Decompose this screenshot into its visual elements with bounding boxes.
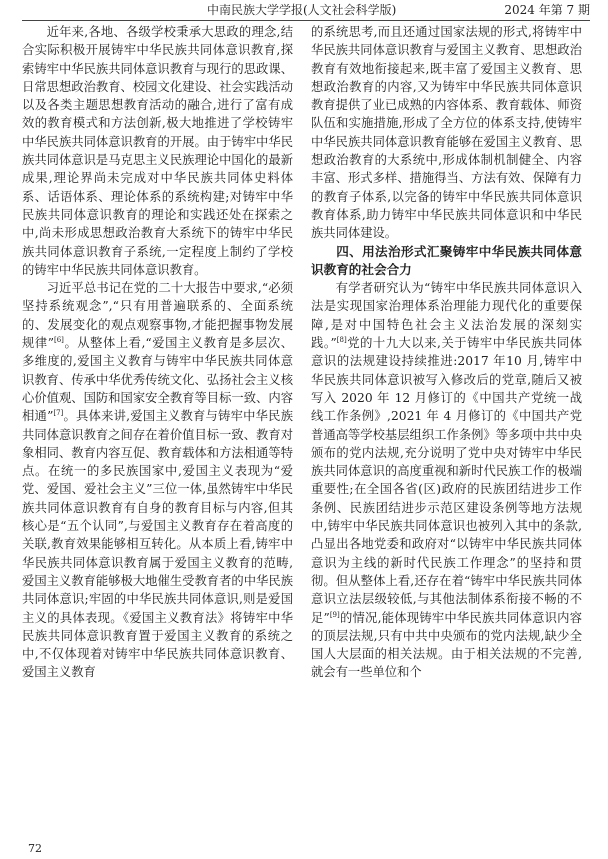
citation-ref: [8] (336, 335, 347, 344)
issue-number: 2024 年第 7 期 (504, 3, 590, 17)
paragraph-text: 有学者研究认为“铸牢中华民族共同体意识入法是实现国家治理体系治理能力现代化的重要保障,是对中国特色社会主义法治发展的深刻实践。” (311, 281, 582, 351)
paragraph-text: 的情况,能体现铸牢中华民族共同体意识内容的顶层法规,只有中共中央颁布的党内法规,缺少全国人大层面的相关法规。由于相关法规的不完善,就会有一些单位和个 (311, 610, 582, 680)
paragraph-text: 。从整体上看,“爱国主义教育是多层次、多维度的,爱国主义教育与铸牢中华民族共同体意识教育、传承中华优秀传统文化、弘扬社会主义核心价值观、国防和国家安全教育等目标一致、内容相通” (22, 336, 293, 424)
running-header (22, 0, 590, 21)
paragraph (22, 279, 293, 682)
paragraph-text: 习近平总书记在党的二十大报告中要求,“必须坚持系统观念”,“只有用普遍联系的、全面系统的、发展变化的观点观察事物,才能把握事物发展规律” (22, 281, 293, 351)
citation-ref: [7] (53, 409, 64, 418)
right-column (311, 23, 582, 682)
citation-ref: [6] (53, 335, 64, 344)
journal-title: 中南民族大学学报(人文社会科学版) (207, 3, 397, 17)
paragraph-text: 党的十九大以来,关于铸牢中华民族共同体意识的法规建设持续推进:2017 年10 月,铸牢中华民族共同体意识被写入修改后的党章,随后又被写入 2020 年 12 月修订的《中国共产党统一战线工作条例》,2021 年 4 月修订的《中国共产党普通高等学校基层组织工作条例》等多项中共中央颁布的党内法规,充分说明了党中央对铸牢中华民族共同体意识的高度重视和新时代民族工作的极端重要性;在全国各省(区)政府的民族团结进步工作条例、民族团结进步示范区建设条例等地方法规中,铸牢中华民族共同体意识也被列入其中的条款,凸显出各地党委和政府对“以铸牢中华民族共同体意识为主线的新时代民族工作理念”的坚持和贯彻。但从整体上看,还存在着“铸牢中华民族共同体意识立法层级较低,与其他法制体系衔接不畅的不足” (311, 336, 582, 625)
paragraph (311, 279, 582, 682)
citation-ref: [9] (329, 610, 340, 619)
section-heading: 四、用法治形式汇聚铸牢中华民族共同体意识教育的社会合力 (311, 243, 582, 277)
page-number: 72 (28, 842, 42, 855)
left-column (22, 23, 293, 682)
paragraph: 的系统思考,而且还通过国家法规的形式,将铸牢中华民族共同体意识教育与爱国主义教育、思想政治教育有效地衔接起来,既丰富了爱国主义教育、思想政治教育的内容,又为铸牢中华民族共同体意识教育提供了业已成熟的内容体系、教育载体、师资队伍和实施措施,形成了全方位的体系支持,使铸牢中华民族共同体意识教育能够在爱国主义教育、思想政治教育的大系统中,形成体制机制健全、内容丰富、形式多样、措施得当、方法有效、保障有力的教育子体系,以完备的铸牢中华民族共同体意识教育体系,助力铸牢中华民族共同体意识和中华民族共同体建设。 (311, 25, 582, 241)
paragraph-text: 。具体来讲,爱国主义教育与铸牢中华民族共同体意识教育之间存在着价值目标一致、教育对象相同、教育内容互促、教育载体和方法相通等特点。在统一的多民族国家中,爱国主义表现为“爱党、爱国、爱社会主义”三位一体,虽然铸牢中华民族共同体意识教育有自身的教育目标与内容,但其核心是“五个认同”,与爱国主义教育存在着高度的关联,教育效果能够相互转化。从本质上看,铸牢中华民族共同体意识教育属于爱国主义教育的范畴,爱国主义教育能够极大地催生受教育者的中华民族共同体意识;牢固的中华民族共同体意识,则是爱国主义的具体表现。《爱国主义教育法》将铸牢中华民族共同体意识教育置于爱国主义教育的系统之中,不仅体现着对铸牢中华民族共同体意识教育、爱国主义教育 (22, 409, 293, 680)
paragraph: 近年来,各地、各级学校秉承大思政的理念,结合实际积极开展铸牢中华民族共同体意识教育,探索铸牢中华民族共同体意识教育与现行的思政课、日常思想政治教育、校园文化建设、社会实践活动以及各类主题思想教育活动的融合,进行了富有成效的教育模式和方法创新,极大地推进了学校铸牢中华民族共同体意识教育的开展。由于铸牢中华民族共同体意识是马克思主义民族理论中国化的最新成果,理论界尚未完成对中华民族共同体史料体系、话语体系、理论体系的系统构建;对铸牢中华民族共同体意识教育的理论和实践还处在探索之中,尚未形成思想政治教育大系统下的铸牢中华民族共同体意识教育子系统,一定程度上制约了学校的铸牢中华民族共同体意识教育。 (22, 25, 293, 277)
